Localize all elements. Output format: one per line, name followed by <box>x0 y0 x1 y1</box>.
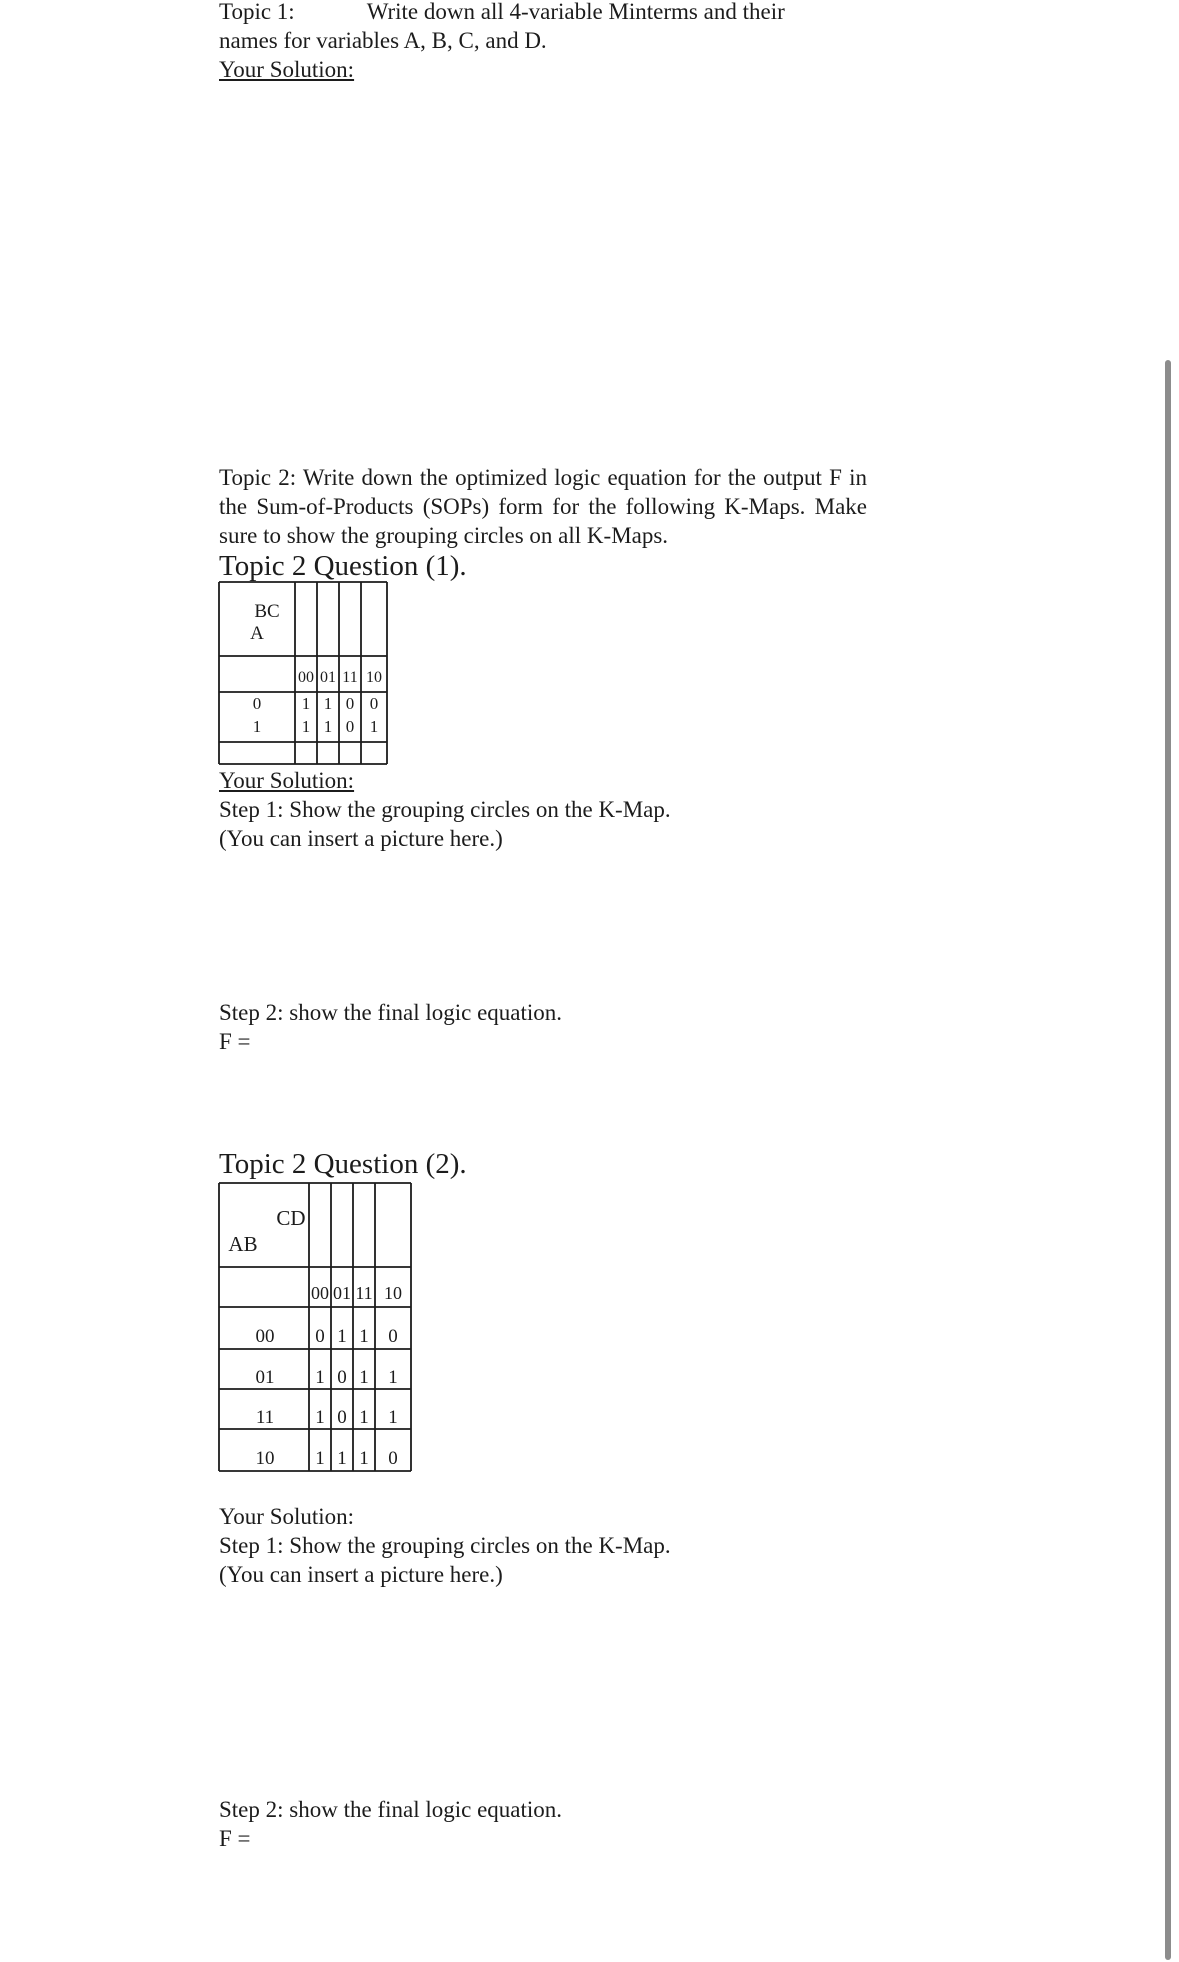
q2-kmap-cell: 0 <box>388 1326 398 1347</box>
q2-kmap-col-label: 00 <box>311 1283 329 1303</box>
topic2-intro: Topic 2: Write down the optimized logic equation for the output F in the Sum-of-Products (SOPs) form for the following K-Maps. Make sure to show the grouping circles on all K-Maps. <box>219 465 867 548</box>
q1-kmap-row-var: A <box>250 623 264 644</box>
q1-step1-note: (You can insert a picture here.) <box>219 826 503 851</box>
topic1-prompt-line2: names for variables A, B, C, and D. <box>219 28 547 53</box>
q2-heading: Topic 2 Question (2). <box>219 1148 467 1180</box>
q2-kmap-cell: 0 <box>337 1367 347 1388</box>
q2-step2: Step 2: show the final logic equation. <box>219 1797 563 1822</box>
q2-kmap-row-label: 10 <box>255 1448 275 1469</box>
q1-step2: Step 2: show the final logic equation. <box>219 1000 563 1025</box>
topic1-label: Topic 1: <box>219 0 295 24</box>
q1-kmap-col-label: 11 <box>342 669 358 686</box>
q1-kmap-col-label: 10 <box>366 669 382 686</box>
q1-kmap-cell: 1 <box>369 717 379 736</box>
q2-kmap-col-label: 11 <box>355 1283 373 1303</box>
q2-kmap-cell: 0 <box>388 1448 398 1469</box>
q1-kmap-col-label: 01 <box>320 669 336 686</box>
q1-kmap-cell: 0 <box>345 694 355 713</box>
q1-kmap-cell: 1 <box>323 717 333 736</box>
q1-kmap-cell: 0 <box>369 694 379 713</box>
q2-kmap-cell: 1 <box>359 1407 369 1428</box>
q1-kmap <box>219 582 389 766</box>
q1-kmap-col-var: BC <box>254 601 280 622</box>
q2-f-label: F = <box>219 1826 251 1851</box>
q2-kmap-cell: 1 <box>388 1367 398 1388</box>
q2-kmap-col-label: 01 <box>333 1283 351 1303</box>
q1-f-label: F = <box>219 1029 251 1054</box>
q2-kmap-row-var: AB <box>228 1232 258 1256</box>
q2-kmap-row-label: 00 <box>255 1326 275 1347</box>
q1-kmap-col-label: 00 <box>298 669 314 686</box>
q2-kmap-cell: 1 <box>359 1448 369 1469</box>
q1-kmap-cell: 1 <box>301 694 311 713</box>
topic1-solution-label: Your Solution: <box>219 57 355 82</box>
q2-kmap-row-label: 11 <box>255 1407 275 1428</box>
q2-kmap-cell: 0 <box>337 1407 347 1428</box>
topic1-instruction: Write down all 4-variable Minterms and their <box>366 0 785 24</box>
q1-heading: Topic 2 Question (1). <box>219 550 467 582</box>
vertical-scrollbar[interactable] <box>1165 360 1171 1960</box>
q2-kmap-cell: 1 <box>315 1367 325 1388</box>
q1-kmap-row-label: 1 <box>252 717 262 736</box>
q2-kmap-col-label: 10 <box>384 1283 402 1303</box>
q2-step1: Step 1: Show the grouping circles on the K-Map. <box>219 1533 671 1558</box>
q2-kmap-cell: 1 <box>337 1326 347 1347</box>
q2-kmap-cell: 1 <box>359 1367 369 1388</box>
q1-step1: Step 1: Show the grouping circles on the K-Map. <box>219 797 671 822</box>
q2-kmap-cell: 0 <box>315 1326 325 1347</box>
q2-kmap-col-var: CD <box>276 1206 306 1230</box>
q1-kmap-row-label: 0 <box>252 694 262 713</box>
topic1-prompt-line1 <box>219 0 785 26</box>
q2-step1-note: (You can insert a picture here.) <box>219 1562 503 1587</box>
q2-kmap-cell: 1 <box>315 1448 325 1469</box>
q1-kmap-cell: 0 <box>345 717 355 736</box>
q2-kmap-cell: 1 <box>359 1326 369 1347</box>
q1-kmap-cell: 1 <box>301 717 311 736</box>
q2-kmap-cell: 1 <box>315 1407 325 1428</box>
q2-solution-label: Your Solution: <box>219 1504 355 1529</box>
q2-kmap-row-label: 01 <box>255 1367 275 1388</box>
q1-solution-label: Your Solution: <box>219 768 355 793</box>
q2-kmap-cell: 1 <box>337 1448 347 1469</box>
q2-kmap-cell: 1 <box>388 1407 398 1428</box>
q2-kmap <box>219 1183 413 1473</box>
q1-kmap-cell: 1 <box>323 694 333 713</box>
